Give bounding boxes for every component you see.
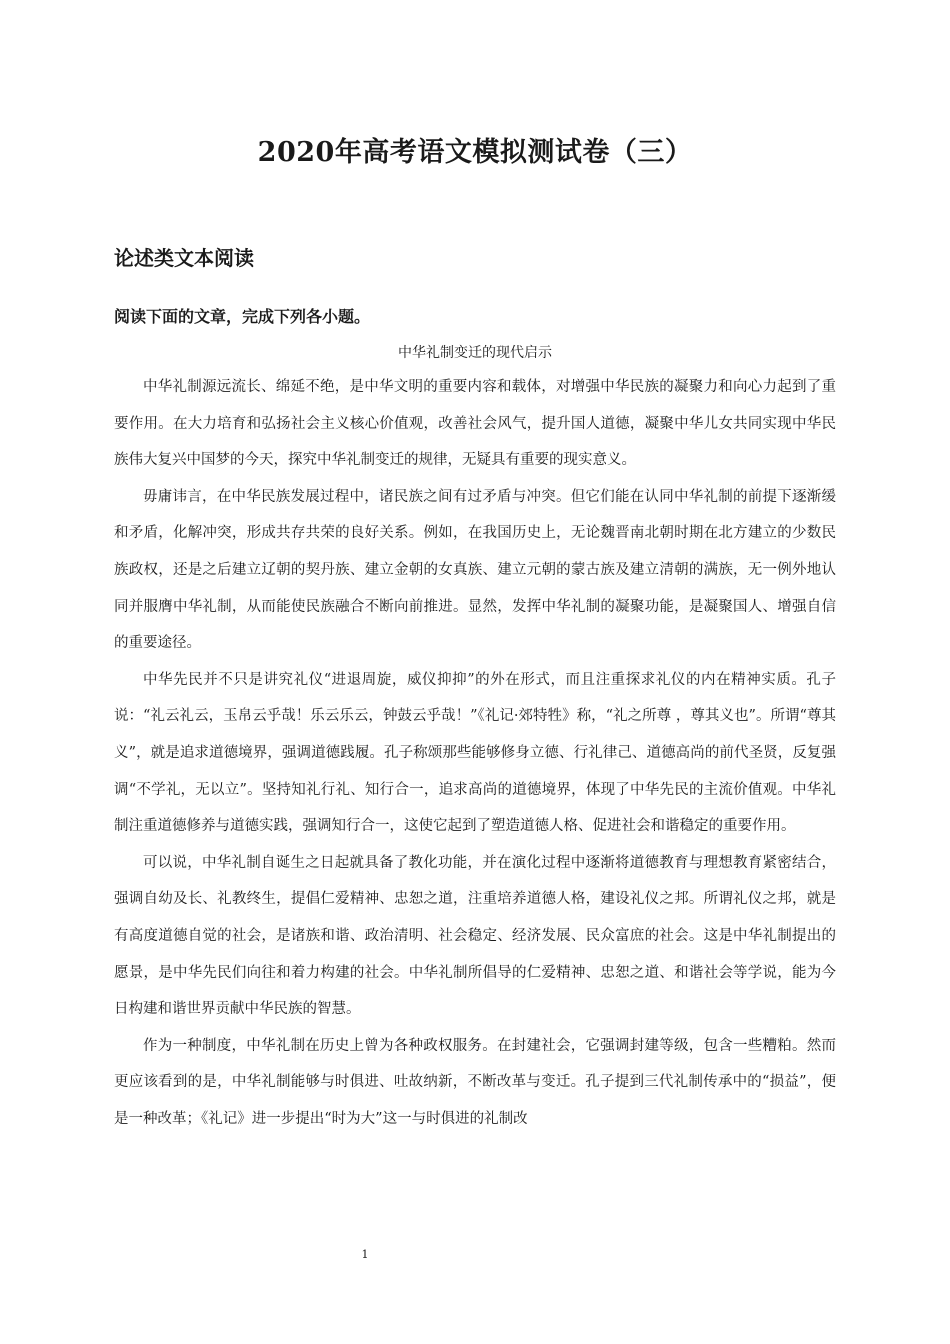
exam-title: 2020年高考语文模拟测试卷（三） [257,137,693,168]
article-body [114,369,836,1137]
section-heading: 论述类文本阅读 [114,246,254,270]
paragraph: 作为一种制度，中华礼制在历史上曾为各种政权服务。在封建社会，它强调封建等级，包含一些糟粕。然而更应该看到的是，中华礼制能够与时俱进、吐故纳新，不断改革与变迁。孔子提到三代礼制传承中的“损益”，便是一种改革；《礼记》进一步提出“时为大”这一与时俱进的礼制改 [114,1037,836,1127]
paragraph: 毋庸讳言，在中华民族发展过程中，诸民族之间有过矛盾与冲突。但它们能在认同中华礼制的前提下逐渐缓和矛盾，化解冲突，形成共存共荣的良好关系。例如，在我国历史上，无论魏晋南北朝时期在北方建立的少数民族政权，还是之后建立辽朝的契丹族、建立金朝的女真族、建立元朝的蒙古族及建立清朝的满族，无一例外地认同并服膺中华礼制，从而能使民族融合不断向前推进。显然，发挥中华礼制的凝聚功能，是凝聚国人、增强自信的重要途径。 [114,488,836,652]
article-title: 中华礼制变迁的现代启示 [398,345,552,361]
paragraph: 中华先民并不只是讲究礼仪“进退周旋，威仪抑抑”的外在形式，而且注重探求礼仪的内在精神实质。孔子说：“礼云礼云，玉帛云乎哉！乐云乐云，钟鼓云乎哉！”《礼记·郊特牲》称，“礼之所尊 ，尊其义也”。所谓“尊其义”，就是追求道德境界，强调道德践履。孔子称颂那些能够修身立德、行礼律己、道德高尚的前代圣贤，反复强调“不学礼，无以立”。坚持知礼行礼、知行合一，追求高尚的道德境界，体现了中华先民的主流价值观。中华礼制注重道德修养与道德实践，强调知行合一，这使它起到了塑造道德人格、促进社会和谐稳定的重要作用。 [114,671,836,835]
paragraph: 可以说，中华礼制自诞生之日起就具备了教化功能，并在演化过程中逐渐将道德教育与理想教育紧密结合，强调自幼及长、礼教终生，提倡仁爱精神、忠恕之道，注重培养道德人格，建设礼仪之邦。所谓礼仪之邦，就是有高度道德自觉的社会，是诸族和谐、政治清明、社会稳定、经济发展、民众富庶的社会。这是中华礼制提出的愿景，是中华先民们向往和着力构建的社会。中华礼制所倡导的仁爱精神、忠恕之道、和谐社会等学说，能为今日构建和谐世界贡献中华民族的智慧。 [114,854,836,1018]
page-number: 1 [361,1248,369,1261]
reading-instruction: 阅读下面的文章，完成下列各小题。 [114,307,371,326]
paragraph: 中华礼制源远流长、绵延不绝，是中华文明的重要内容和载体，对增强中华民族的凝聚力和向心力起到了重要作用。在大力培育和弘扬社会主义核心价值观，改善社会风气，提升国人道德，凝聚中华儿女共同实现中华民族伟大复兴中国梦的今天，探究中华礼制变迁的规律，无疑具有重要的现实意义。 [114,379,836,469]
